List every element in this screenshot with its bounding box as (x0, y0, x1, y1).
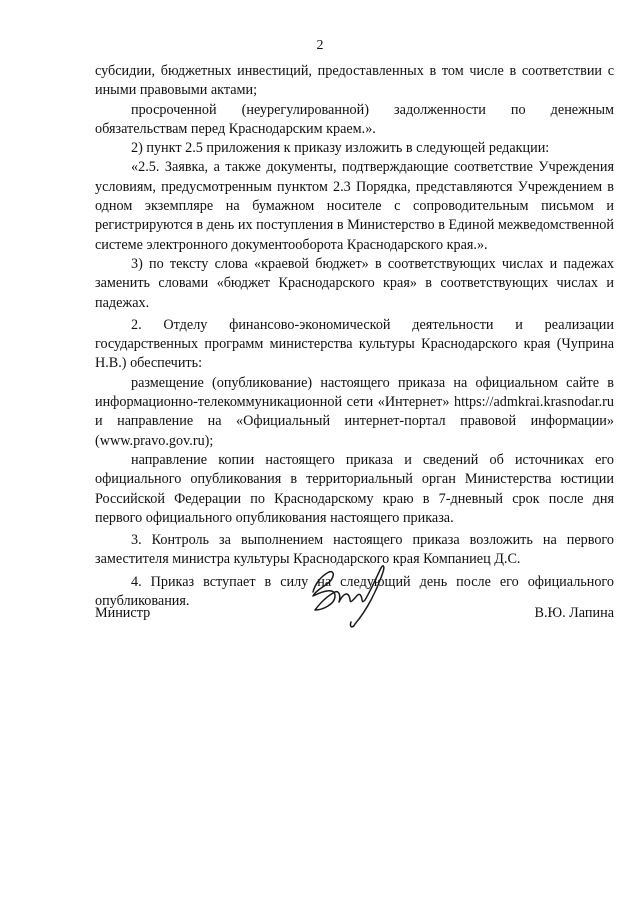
paragraph-subsidies-continuation: субсидии, бюджетных инвестиций, предоставленных в том числе в соответствии с иными правовыми актами; (95, 63, 614, 99)
signer-name: В.Ю. Лапина (534, 605, 614, 621)
paragraph-clause-2-5: «2.5. Заявка, а также документы, подтверждающие соответствие Учреждения условиям, предусмотренным пунктом 2.3 Порядка, представляются Учреждением в одном экземпляре на бумажном носителе с сопроводительным письмом и регистрируются в день их поступления в Министерство в Единой межведомственной системе электронного документооборота Краснодарского края.». (95, 159, 614, 253)
signer-title: Министр (95, 605, 151, 621)
handwritten-signature-icon (305, 562, 395, 632)
paragraph-item-3: 3) по тексту слова «краевой бюджет» в соответствующих числах и падежах заменить словами «бюджет Краснодарского края» в соответствующих числах и падежах. (95, 255, 614, 311)
document-body (95, 62, 614, 611)
paragraph-section-4: 4. Приказ вступает в силу на следующий день после его официального опубликования. (95, 573, 614, 610)
page-number: 2 (316, 38, 324, 53)
paragraph-overdue-debt: просроченной (неурегулированной) задолженности по денежным обязательствам перед Краснодарским краем.». (95, 101, 614, 137)
paragraph-item-2: 2) пункт 2.5 приложения к приказу изложить в следующей редакции: (131, 140, 550, 157)
paragraph-copy-direction: направление копии настоящего приказа и сведений об источниках его официального опубликования в территориальный орган Министерства юстиции Российской Федерации по Краснодарскому краю в 7-дневный срок после дня первого официального опубликования настоящего приказа. (95, 451, 614, 526)
paragraph-publication: размещение (опубликование) настоящего приказа на официальном сайте в информационно-телекоммуникационной сети «Интернет» https://admkrai.krasnodar.ru и направление на «Официальный интернет-портал правовой информации» (www.pravo.gov.ru); (95, 374, 614, 449)
paragraph-section-2: 2. Отделу финансово-экономической деятельности и реализации государственных программ министерства культуры Краснодарского края (Чуприна Н.В.) обеспечить: (95, 316, 614, 372)
paragraph-section-3: 3. Контроль за выполнением настоящего приказа возложить на первого заместителя министра культуры Краснодарского края Компаниец Д.С. (95, 532, 614, 568)
